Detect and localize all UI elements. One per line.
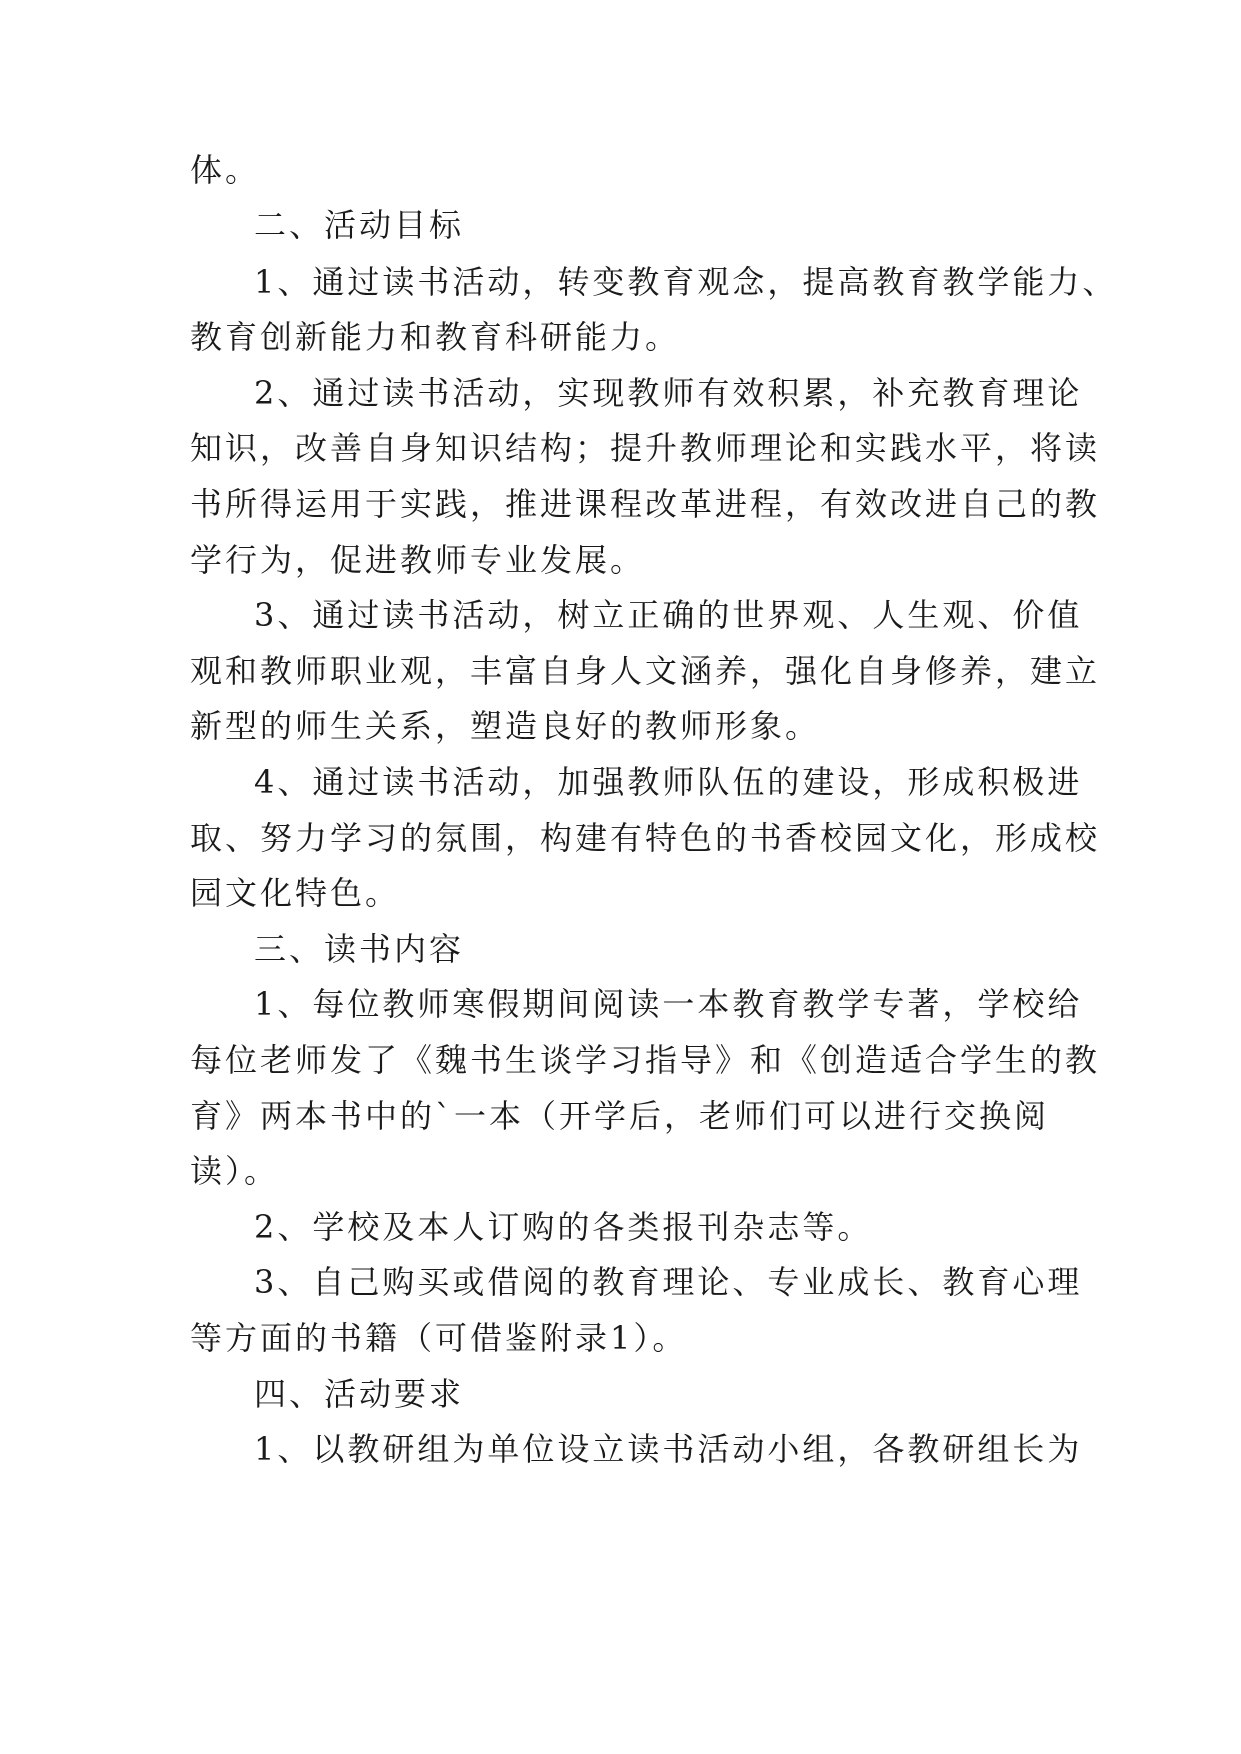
text-line: 书所得运用于实践，推进课程改革进程，有效改进自己的教 <box>190 485 1101 523</box>
text-line: 新型的师生关系，塑造良好的教师形象。 <box>190 707 821 745</box>
text-line: 等方面的书籍（可借鉴附录1）。 <box>190 1319 688 1357</box>
text-line: 1、每位教师寒假期间阅读一本教育教学专著，学校给 <box>254 985 1083 1023</box>
text-line: 教育创新能力和教育科研能力。 <box>190 318 681 356</box>
text-line: 3、通过读书活动，树立正确的世界观、人生观、价值 <box>254 596 1083 634</box>
text-line: 2、学校及本人订购的各类报刊杂志等。 <box>254 1208 873 1246</box>
text-line: 园文化特色。 <box>190 874 401 912</box>
section-heading: 四、活动要求 <box>254 1375 465 1413</box>
text-line: 1、通过读书活动，转变教育观念，提高教育教学能力、 <box>254 263 1118 301</box>
text-line: 取、努力学习的氛围，构建有特色的书香校园文化，形成校 <box>190 819 1101 857</box>
text-line: 1、以教研组为单位设立读书活动小组，各教研组长为 <box>254 1430 1083 1468</box>
text-line: 知识，改善自身知识结构；提升教师理论和实践水平，将读 <box>190 429 1101 467</box>
text-line: 3、自己购买或借阅的教育理论、专业成长、教育心理 <box>254 1263 1083 1301</box>
text-line: 每位老师发了《魏书生谈学习指导》和《创造适合学生的教 <box>190 1041 1101 1079</box>
text-line: 读）。 <box>190 1152 280 1190</box>
text-line: 育》两本书中的`一本（开学后，老师们可以进行交换阅 <box>190 1097 1050 1135</box>
section-heading: 三、读书内容 <box>254 930 465 968</box>
text-line: 体。 <box>190 151 261 189</box>
text-line: 4、通过读书活动，加强教师队伍的建设，形成积极进 <box>254 763 1083 801</box>
text-line: 学行为，促进教师专业发展。 <box>190 541 646 579</box>
text-line: 2、通过读书活动，实现教师有效积累，补充教育理论 <box>254 374 1083 412</box>
text-line: 观和教师职业观，丰富自身人文涵养，强化自身修养，建立 <box>190 652 1101 690</box>
section-heading: 二、活动目标 <box>254 206 465 244</box>
